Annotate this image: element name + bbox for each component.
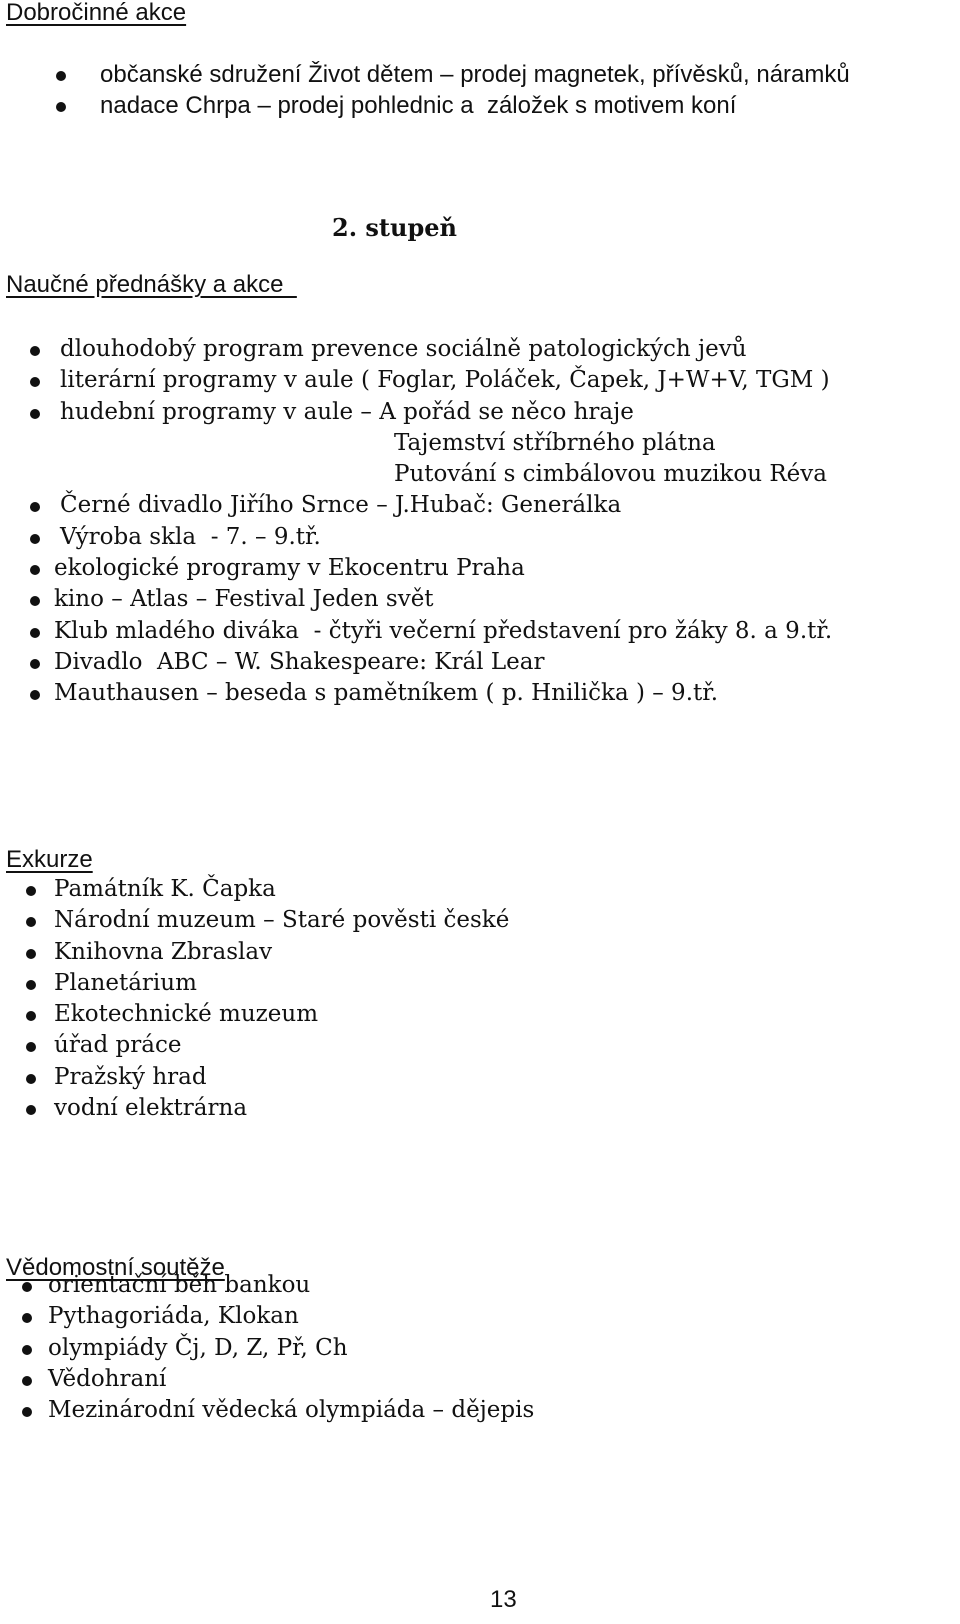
bullet-icon — [26, 1074, 36, 1084]
list-item-text: literární programy v aule ( Foglar, Poláček, Čapek, J+W+V, TGM ) — [60, 367, 830, 394]
bullet-icon — [30, 409, 40, 419]
bullet-icon — [30, 346, 40, 356]
list-item-text: Ekotechnické muzeum — [54, 1001, 319, 1028]
bullet-icon — [26, 1105, 36, 1115]
list-item-text: olympiády Čj, D, Z, Př, Ch — [48, 1334, 348, 1361]
bullet-icon — [26, 1042, 36, 1052]
bullet-icon — [22, 1313, 32, 1323]
bullet-icon — [22, 1407, 32, 1417]
bullet-icon — [26, 1011, 36, 1021]
bullet-icon — [30, 596, 40, 606]
list-item-text: dlouhodobý program prevence sociálně patologických jevů — [60, 336, 747, 362]
heading-charity: Dobročinné akce — [6, 0, 187, 26]
list-item-text: Vědohraní — [48, 1365, 167, 1392]
heading-competitions: Vědomostní soutěže — [6, 1254, 225, 1281]
page-number: 13 — [490, 1586, 517, 1613]
list-item-text: úřad práce — [54, 1032, 182, 1059]
list-item-text: nadace Chrpa – prodej pohlednic a záložek s motivem koní — [100, 92, 737, 120]
list-item-text: Národní muzeum – Staré pověsti české — [54, 907, 510, 934]
bullet-icon — [22, 1376, 32, 1386]
list-item-text: ekologické programy v Ekocentru Praha — [54, 555, 525, 582]
list-item-text: občanské sdružení Život dětem – prodej magnetek, přívěsků, náramků — [100, 61, 850, 88]
heading-excursions: Exkurze — [6, 846, 93, 873]
bullet-icon — [56, 71, 66, 81]
list-item-text: Pražský hrad — [54, 1063, 207, 1090]
list-item-text: Pythagoriáda, Klokan — [48, 1303, 299, 1330]
bullet-icon — [30, 377, 40, 387]
bullet-icon — [22, 1345, 32, 1355]
list-item-text: vodní elektrárna — [54, 1095, 248, 1122]
bullet-icon — [22, 1282, 32, 1292]
list-item-text: Planetárium — [54, 969, 197, 996]
bullet-icon — [26, 886, 36, 896]
heading-lectures: Naučné přednášky a akce — [6, 271, 297, 298]
list-item-text: Klub mladého diváka - čtyři večerní představení pro žáky 8. a 9.tř. — [54, 617, 833, 644]
bullet-icon — [30, 690, 40, 700]
bullet-icon — [30, 628, 40, 638]
bullet-icon — [56, 102, 66, 112]
list-item-text: Tajemství stříbrného plátna — [394, 429, 716, 456]
list-item-text: Mezinárodní vědecká olympiáda – dějepis — [48, 1397, 535, 1424]
bullet-icon — [26, 949, 36, 959]
bullet-icon — [30, 659, 40, 669]
stage-title: 2. stupeň — [332, 213, 457, 242]
list-item-text: hudební programy v aule – A pořád se něco hraje — [60, 398, 634, 425]
list-item-text: orientační běh bankou — [48, 1272, 311, 1298]
list-item-text: Putování s cimbálovou muzikou Réva — [394, 461, 827, 488]
bullet-icon — [26, 917, 36, 927]
list-item-text: Divadlo ABC – W. Shakespeare: Král Lear — [54, 648, 545, 675]
list-item-text: kino – Atlas – Festival Jeden svět — [54, 586, 434, 613]
list-item-text: Mauthausen – beseda s pamětníkem ( p. Hnilička ) – 9.tř. — [54, 680, 719, 707]
bullet-icon — [26, 980, 36, 990]
list-item-text: Černé divadlo Jiřího Srnce – J.Hubač: Generálka — [60, 492, 622, 519]
list-item-text: Výroba skla - 7. – 9.tř. — [60, 523, 321, 550]
bullet-icon — [30, 502, 40, 512]
list-item-text: Památník K. Čapka — [54, 876, 276, 902]
bullet-icon — [30, 565, 40, 575]
bullet-icon — [30, 534, 40, 544]
list-item-text: Knihovna Zbraslav — [54, 938, 273, 965]
